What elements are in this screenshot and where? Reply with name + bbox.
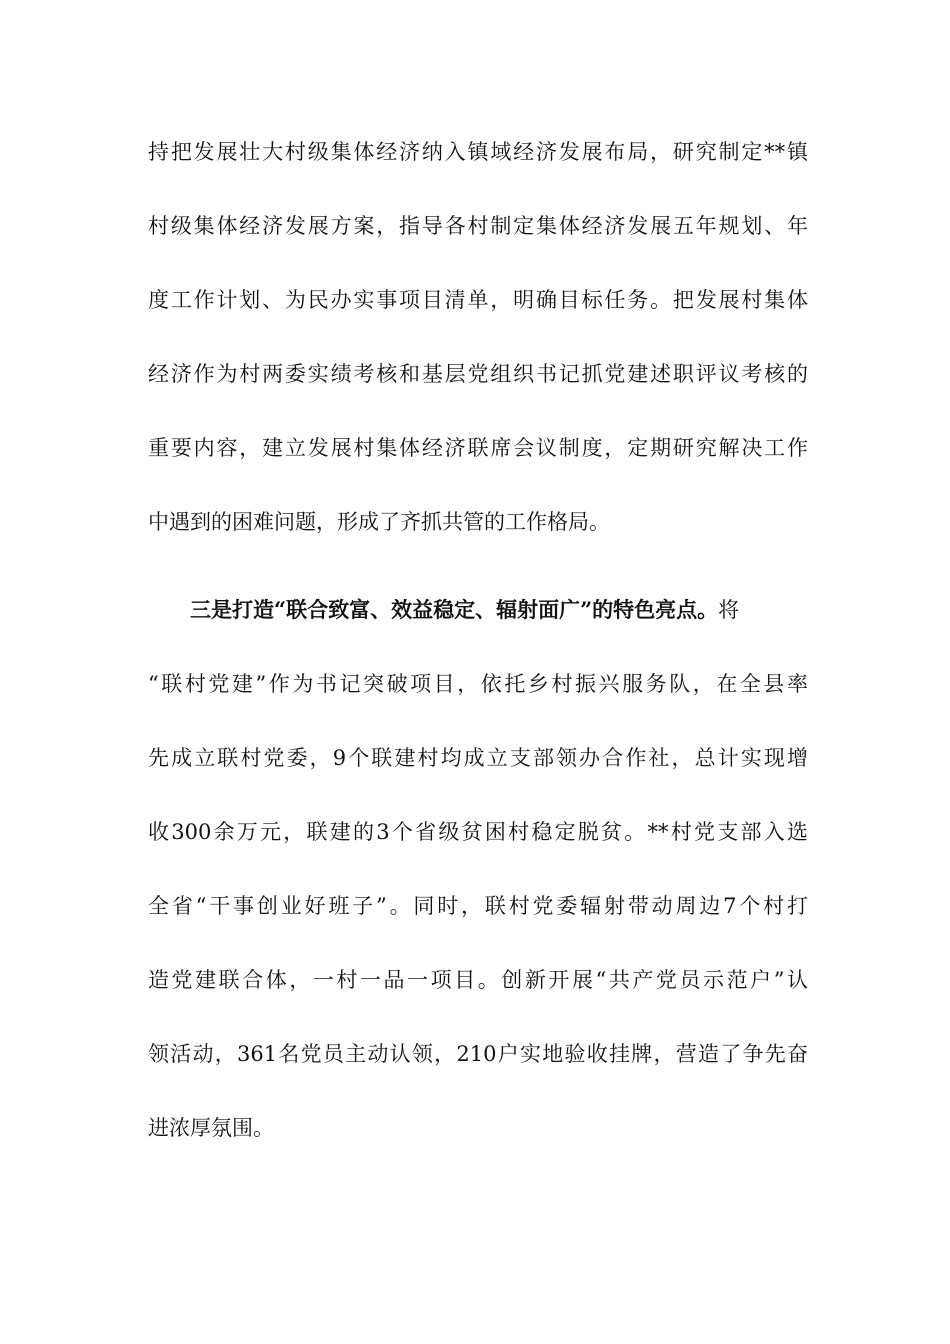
paragraph1-line-6: 中遇到的困难问题，形成了齐抓共管的工作格局。 [148,510,610,534]
paragraph1-line-4: 经济作为村两委实绩考核和基层党组织书记抓党建述职评议考核的 [148,362,808,386]
paragraph2-heading: 三是打造“联合致富、效益稳定、辐射面广”的特色亮点。 [190,597,719,622]
paragraph1-line-3: 度工作计划、为民办实事项目清单，明确目标任务。把发展村集体 [148,288,808,312]
paragraph2-line-2: “联村党建”作为书记突破项目，依托乡村振兴服务队，在全县率 [148,672,808,696]
paragraph2-line-4: 收300余万元，联建的3个省级贫困村稳定脱贫。**村党支部入选 [148,820,808,844]
paragraph2-line-8: 进浓厚氛围。 [148,1116,274,1140]
paragraph1-line-5: 重要内容，建立发展村集体经济联席会议制度，定期研究解决工作 [148,436,808,460]
paragraph2-line-6: 造党建联合体，一村一品一项目。创新开展“共产党员示范户”认 [148,968,808,992]
paragraph2-line-1 [190,590,808,630]
paragraph2-line-5: 全省“干事创业好班子”。同时，联村党委辐射带动周边7个村打 [148,894,808,918]
paragraph1-line-1: 持把发展壮大村级集体经济纳入镇域经济发展布局，研究制定**镇 [148,140,808,164]
paragraph1-line-2: 村级集体经济发展方案，指导各村制定集体经济发展五年规划、年 [148,214,808,238]
paragraph2-line-3: 先成立联村党委，9个联建村均成立支部领办合作社，总计实现增 [148,746,808,770]
paragraph2-line-7: 领活动，361名党员主动认领，210户实地验收挂牌，营造了争先奋 [148,1042,808,1066]
paragraph2-first-line-rest: 将 [718,598,740,622]
